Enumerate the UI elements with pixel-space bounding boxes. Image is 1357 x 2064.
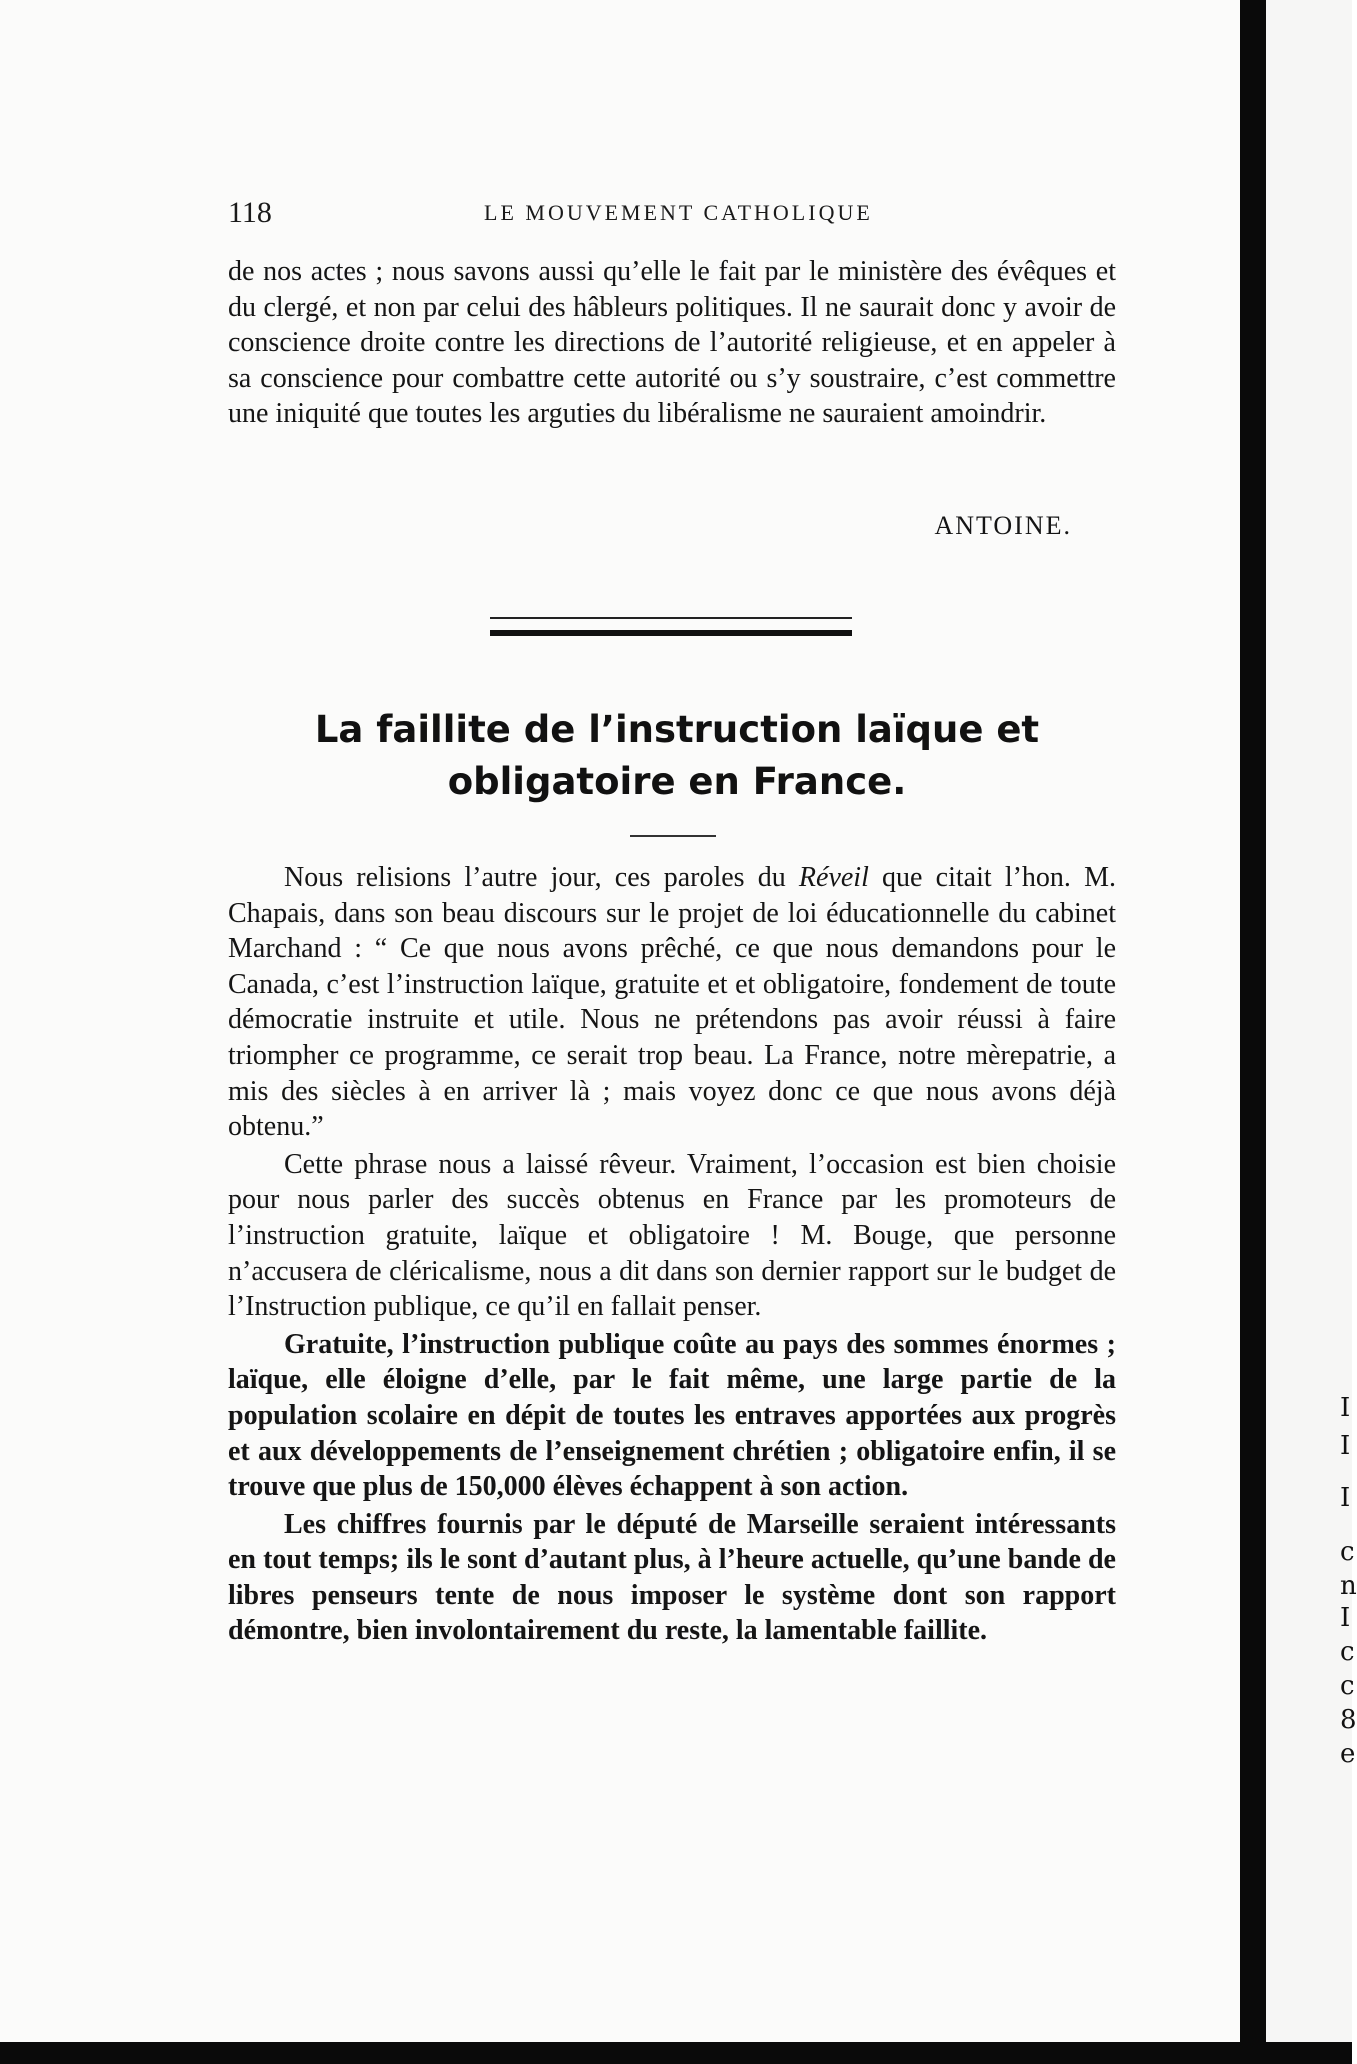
author-signature: ANTOINE. — [934, 511, 1072, 540]
adjacent-page-fragment: c — [1340, 1537, 1355, 1567]
paragraph-2: Cette phrase nous a laissé rêveur. Vraiment, l’occasion est bien choisie pour nous parler des succès obtenus en France par les promoteurs de l’instruction gratuite, laïque et obligatoire ! M. Bouge, que personne n’accusera de cléricalisme, nous a dit dans son dernier rapport sur le budget de l’Instruction publique, ce qu’il en fallait penser. — [228, 1148, 1116, 1323]
section-divider-thin — [490, 617, 852, 619]
adjacent-page-fragment: I — [1340, 1431, 1351, 1461]
article-heading: La faillite de l’instruction laïque et obligatoire en France. — [314, 708, 1040, 803]
adjacent-page-fragment: e — [1340, 1739, 1356, 1769]
paragraph-3: Gratuite, l’instruction publique coûte au pays des sommes énormes ; laïque, elle éloigne d’elle, par le fait même, une large partie de la population scolaire en dépit de toutes les entraves apportées aux progrès et aux développements de l’enseignement chrétien ; obligatoire enfin, il se trouve que plus de 150,000 élèves échappent à son action. — [228, 1328, 1116, 1503]
running-head — [228, 196, 1126, 236]
gutter-shadow — [1240, 0, 1266, 2064]
adjacent-page-fragment: I — [1340, 1603, 1351, 1633]
adjacent-page-fragment: n — [1340, 1571, 1357, 1601]
article-body — [228, 860, 1116, 1649]
previous-article-ending: de nos actes ; nous savons aussi qu’elle le fait par le ministère des évêques et du clergé, et non par celui des hâbleurs politiques. Il ne saurait donc y avoir de conscience droite contre les directions de l’autorité religieuse, et en appeler à sa conscience pour combattre cette autorité ou s’y soustraire, c’est commettre une iniquité que toutes les arguties du libéralisme ne sauraient amoindrir. — [228, 256, 1116, 430]
adjacent-page-fragment: I — [1340, 1483, 1351, 1513]
section-divider-thick — [490, 630, 852, 636]
running-title: LE MOUVEMENT CATHOLIQUE — [484, 200, 873, 225]
paragraph-4: Les chiffres fournis par le député de Marseille seraient intéressants en tout temps; ils le sont d’autant plus, à l’heure actuelle, qu’une bande de libres penseurs tente de nous imposer le système dont son rapport démontre, bien involontairement du reste, la lamentable faillite. — [228, 1508, 1116, 1647]
heading-underline — [630, 835, 716, 837]
page-number: 118 — [228, 196, 272, 229]
adjacent-page-fragment: 8 — [1340, 1705, 1357, 1735]
adjacent-page-fragment: c — [1340, 1637, 1355, 1667]
adjacent-page-fragment: c — [1340, 1671, 1355, 1701]
scan-bottom-border — [0, 2042, 1352, 2064]
adjacent-page-fragment: I — [1340, 1393, 1351, 1423]
paragraph-1-start: Nous relisions l’autre jour, ces paroles du — [284, 862, 799, 893]
paragraph-1 — [228, 860, 1116, 1145]
newspaper-title: Réveil — [798, 862, 869, 893]
paragraph-1-rest: que citait l’hon. M. Chapais, dans son beau discours sur le projet de loi éducationnelle du cabinet Marchand : “ Ce que nous avons prêché, ce que nous demandons pour le Canada, c’est l’instruction laïque, gratuite et et obligatoire, fondement de toute démocratie instruite et utile. Nous ne prétendons pas avoir réussi à faire triompher ce programme, ce serait trop beau. La France, notre mèrepatrie, a mis des siècles à en arriver là ; mais voyez donc ce que nous avons déjà obtenu.” — [228, 862, 1116, 1143]
